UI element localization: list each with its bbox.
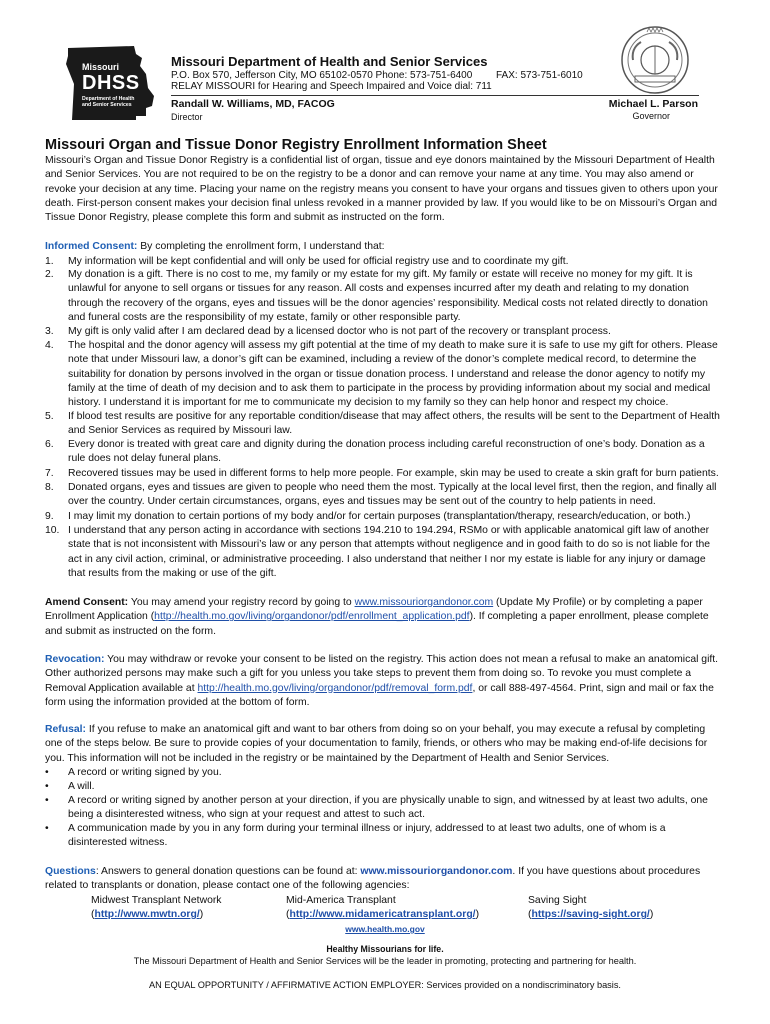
revocation-text: You may withdraw or revoke your consent to be listed on the registry. This action does not mean a refusal to make an anatomical gift. Other authorized persons may make such a gift for you unless you take steps to prevent them from doing so. To revoke you must complete a Removal Application available at [45, 654, 719, 694]
consent-item: My gift is only valid after I am declared dead by a licensed doctor who is not part of the recovery or transplant process. [68, 326, 611, 337]
questions-paragraph [45, 865, 725, 894]
agency-name: Saving Sight [528, 895, 587, 906]
refusal-label: Refusal: [45, 724, 86, 735]
refusal-bullet: A communication made by you in any form during your terminal illness or injury, addressed to at least two adults, one of whom is a disinterested witness. [68, 823, 666, 849]
missouri-seal-icon [617, 24, 693, 96]
consent-item: My donation is a gift. There is no cost to me, my family or my estate for my gift. My family or estate will receive no money for my gift. It is unlawful for anyone to sell organs or tissues for any reason. All costs and expenses incurred after my death and relating to my donation through the recovery of the organs, eyes and tissues will be the donor agencies’ responsibility. Medical costs not related directly to donation and funeral costs are the responsibility of my estate, family or other responsible party. [68, 269, 708, 323]
informed-consent-lead [45, 240, 725, 254]
org-fax: FAX: 573-751-6010 [496, 70, 583, 81]
questions-text: . If you have questions about procedures related to transplants or donation, please contact one of the following agencies: [45, 866, 701, 892]
revocation-text: , or call 888-497-4564. Print, sign and mail or fax the form using the information provided at the bottom of form. [45, 682, 714, 708]
agency-link-wrap: (https://saving-sight.org/) [528, 909, 654, 920]
consent-num: 5. [45, 411, 54, 422]
informed-consent-label: Informed Consent: [45, 241, 138, 252]
bullet-icon: • [45, 781, 49, 792]
logo-state-text: Missouri [82, 62, 120, 72]
governor-title: Governor [632, 111, 670, 121]
consent-num: 8. [45, 482, 54, 493]
page-title: Missouri Organ and Tissue Donor Registry Enrollment Information Sheet [45, 137, 547, 153]
consent-item: The hospital and the donor agency will assess my gift potential at the time of my death to make sure it is safe to use my gift for others. Please note that under Missouri law, a donor’s gift can be examined, including a review of the donor’s complete medical record, to determine the suitability for donation by persons involved in the organ or tissue donation process. I understand and release the donor agency to notify my family at the time of death of my decision and to ask them to participate in the process by providing information about my social and medical history. I understand it is important for me to communicate my decision to my family so they can help honor and respect my choice. [68, 340, 718, 409]
questions-text: : Answers to general donation questions can be found at: [95, 866, 361, 877]
agency-link-wrap: (http://www.mwtn.org/) [91, 909, 204, 920]
consent-num: 4. [45, 340, 54, 351]
consent-num: 6. [45, 439, 54, 450]
director-title: Director [171, 112, 203, 122]
consent-num: 1. [45, 256, 54, 267]
logo-sub-text: Department of Health and Senior Services [82, 96, 135, 108]
footer-website-wrap [0, 924, 770, 934]
consent-item: Donated organs, eyes and tissues are given to people who need them the most. Typically at the local level first, then the region, and finally all over the country. Under certain circumstances, organs, eyes and tissues may be sent out of the country to help patients in need. [68, 482, 717, 508]
logo-abbr-text: DHSS [82, 72, 140, 94]
registry-link[interactable]: www.missouriorgandonor.com [354, 597, 494, 608]
consent-item: Recovered tissues may be used in different forms to help more people. For example, skin may be used to create a skin graft for burn patients. [68, 468, 719, 479]
amend-text: ). If completing a paper enrollment, please complete and submit as instructed on the form. [45, 611, 709, 637]
agency-link[interactable]: http://www.mwtn.org/ [94, 909, 200, 920]
consent-item: Every donor is treated with great care and dignity during the donation process including careful reconstruction of one’s body. Donation as a rule does not delay funeral plans. [68, 439, 705, 465]
org-address: P.O. Box 570, Jefferson City, MO 65102-0570 Phone: 573-751-6400 [171, 70, 473, 81]
consent-item: My information will be kept confidential and will only be used for official registry use and to coordinate my gift. [68, 256, 569, 267]
consent-num: 2. [45, 269, 54, 280]
amend-consent-paragraph [45, 596, 725, 639]
questions-label: Questions [45, 866, 96, 877]
bullet-icon: • [45, 767, 49, 778]
dhss-logo [66, 44, 156, 122]
bullet-icon: • [45, 823, 49, 834]
agency-name: Mid-America Transplant [286, 895, 396, 906]
consent-item: I may limit my donation to certain portions of my body and/or for certain purposes (transplantation/therapy, research/education, or both.) [68, 511, 691, 522]
footer-slogan: Healthy Missourians for life. [326, 944, 444, 954]
consent-num: 10. [45, 525, 60, 536]
revocation-paragraph [45, 653, 725, 710]
intro-paragraph: Missouri’s Organ and Tissue Donor Registry is a confidential list of organ, tissue and eye donors maintained by the Missouri Department of Health and Senior Services. You are not required to be on the registry to be a donor and can remove your name at any time. You may also amend or revoke your decision at any time. Placing your name on the registry means you consent to have your organs and tissues given to others upon your death. First-person consent makes your decision final unless revoked in a manner provided by law. If you would like to be on Missouri’s Organ and Tissue Donor Registry, please complete this form and submit as instructed on the form. [45, 155, 718, 224]
footer-mission: The Missouri Department of Health and Senior Services will be the leader in promoting, protecting and partnering for health. [133, 956, 637, 966]
bullet-icon: • [45, 795, 49, 806]
amend-text: (Update My Profile) or by completing a paper Enrollment Application ( [45, 597, 703, 623]
director-name: Randall W. Williams, MD, FACOG [171, 98, 335, 110]
revocation-label: Revocation: [45, 654, 105, 665]
footer-website-link[interactable]: www.health.mo.gov [345, 924, 425, 934]
refusal-bullet: A will. [68, 781, 95, 792]
org-relay: RELAY MISSOURI for Hearing and Speech Impaired and Voice dial: 711 [171, 81, 492, 92]
agency-link[interactable]: https://saving-sight.org/ [531, 909, 650, 920]
amend-text: You may amend your registry record by going to [128, 597, 355, 608]
consent-num: 3. [45, 326, 54, 337]
org-name: Missouri Department of Health and Senior Services [171, 54, 488, 69]
consent-num: 9. [45, 511, 54, 522]
consent-num: 7. [45, 468, 54, 479]
agency-link-wrap: (http://www.midamericatransplant.org/) [286, 909, 480, 920]
informed-consent-text: By completing the enrollment form, I understand that: [137, 241, 385, 252]
consent-item: If blood test results are positive for any reportable condition/disease that may affect others, the results will be sent to the Department of Health and Senior Services as required by Missouri law. [68, 411, 720, 437]
refusal-bullet: A record or writing signed by you. [68, 767, 222, 778]
refusal-text: If you refuse to make an anatomical gift and want to bar others from doing so on your behalf, you may execute a refusal by completing one of the steps below. Be sure to provide copies of your documentation to family, friends, or others who may be making end-of-life decisions for you. This information will not be included in the registry or be maintained by the Department of Health and Senior Services. [45, 724, 708, 764]
consent-item: I understand that any person acting in accordance with sections 194.210 to 194.294, RSMo or with applicable anatomical gift law of another state that is not inconsistent with Missouri’s law or any person that attempts without negligence and in good faith to do so is not liable for the act in any civil action, criminal, or administrative proceeding. I also understand that neither I nor my estate is liable for any injury or damage that results from the making or use of the gift. [68, 525, 711, 579]
governor-name: Michael L. Parson [608, 98, 698, 110]
enrollment-application-link[interactable]: http://health.mo.gov/living/organdonor/pdf/enrollment_application.pdf [154, 611, 470, 623]
removal-form-link[interactable]: http://health.mo.gov/living/organdonor/pdf/removal_form.pdf [197, 682, 473, 694]
amend-consent-label: Amend Consent: [45, 597, 129, 608]
refusal-bullet: A record or writing signed by another person at your direction, if you are physically unable to sign, and witnessed by at least two adults, one being a disinterested witness, who sign at your request and attest to such act. [68, 795, 708, 821]
agency-name: Midwest Transplant Network [91, 895, 222, 906]
agency-link[interactable]: http://www.midamericatransplant.org/ [289, 909, 476, 920]
refusal-paragraph [45, 723, 725, 766]
footer-eeo: AN EQUAL OPPORTUNITY / AFFIRMATIVE ACTION EMPLOYER: Services provided on a nondiscriminatory basis. [149, 980, 621, 990]
state-seal [617, 24, 693, 96]
donor-site-link[interactable]: www.missouriorgandonor.com [360, 866, 513, 877]
